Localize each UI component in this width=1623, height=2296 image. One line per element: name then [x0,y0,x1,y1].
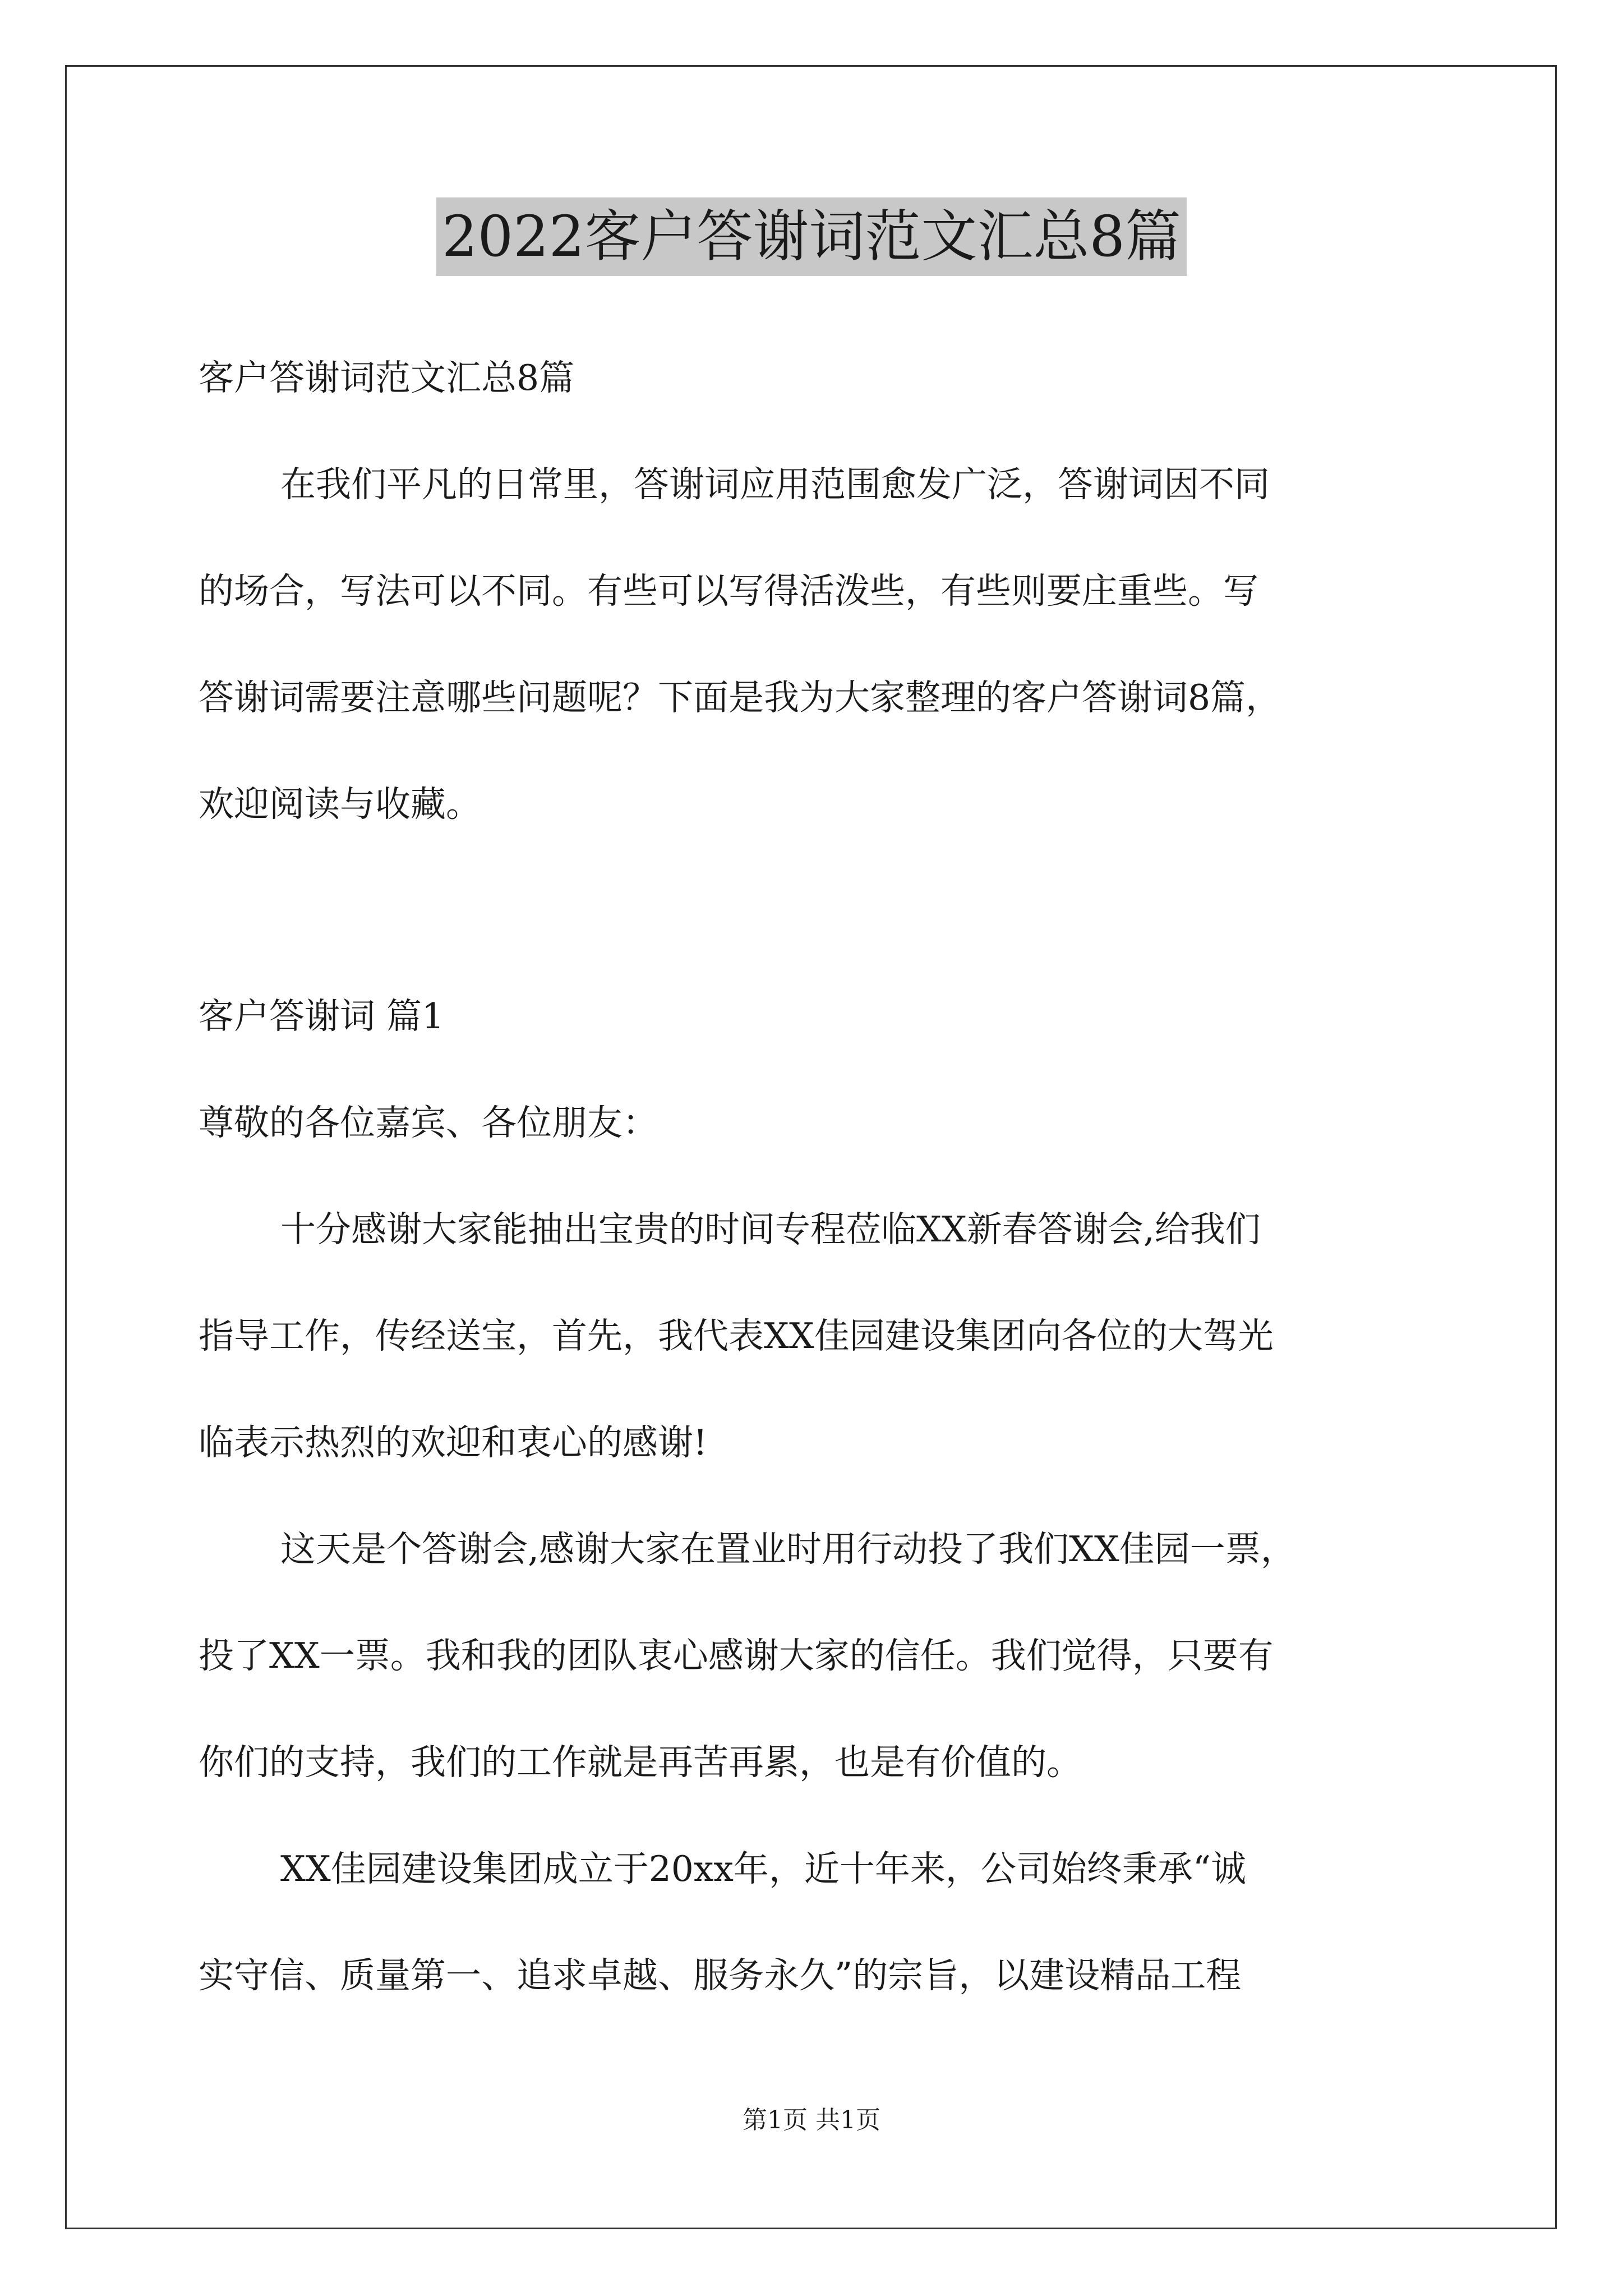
paragraph-line: 你们的支持，我们的工作就是再苦再累，也是有价值的。 [199,1742,1082,1783]
paragraph-line: 十分感谢大家能抽出宝贵的时间专程莅临XX新春答谢会,给我们 [280,1209,1261,1250]
title-container [0,197,1623,276]
paragraph-line: 在我们平凡的日常里，答谢词应用范围愈发广泛，答谢词因不同 [280,464,1270,505]
paragraph-line: 实守信、质量第一、追求卓越、服务永久”的宗旨，以建设精品工程 [199,1955,1242,1996]
document-title: 2022客户答谢词范文汇总8篇 [436,197,1187,276]
paragraph-line: 临表示热烈的欢迎和衷心的感谢! [199,1422,708,1463]
paragraph-line: 这天是个答谢会,感谢大家在置业时用行动投了我们XX佳园一票， [280,1529,1296,1570]
document-subtitle: 客户答谢词范文汇总8篇 [199,357,575,398]
salutation: 尊敬的各位嘉宾、各位朋友： [199,1102,658,1143]
page-footer: 第1页 共1页 [743,2106,880,2134]
paragraph-line: 指导工作，传经送宝，首先，我代表XX佳园建设集团向各位的大驾光 [199,1315,1274,1356]
paragraph-line: 欢迎阅读与收藏。 [199,784,481,825]
paragraph-line: XX佳园建设集团成立于20xx年，近十年来，公司始终秉承“诚 [280,1848,1247,1889]
paragraph-line: 答谢词需要注意哪些问题呢？下面是我为大家整理的客户答谢词8篇， [199,677,1281,718]
paragraph-line: 投了XX一票。我和我的团队衷心感谢大家的信任。我们觉得，只要有 [199,1635,1274,1676]
paragraph-line: 的场合，写法可以不同。有些可以写得活泼些，有些则要庄重些。写 [199,570,1258,611]
section-heading: 客户答谢词 篇1 [199,996,445,1037]
